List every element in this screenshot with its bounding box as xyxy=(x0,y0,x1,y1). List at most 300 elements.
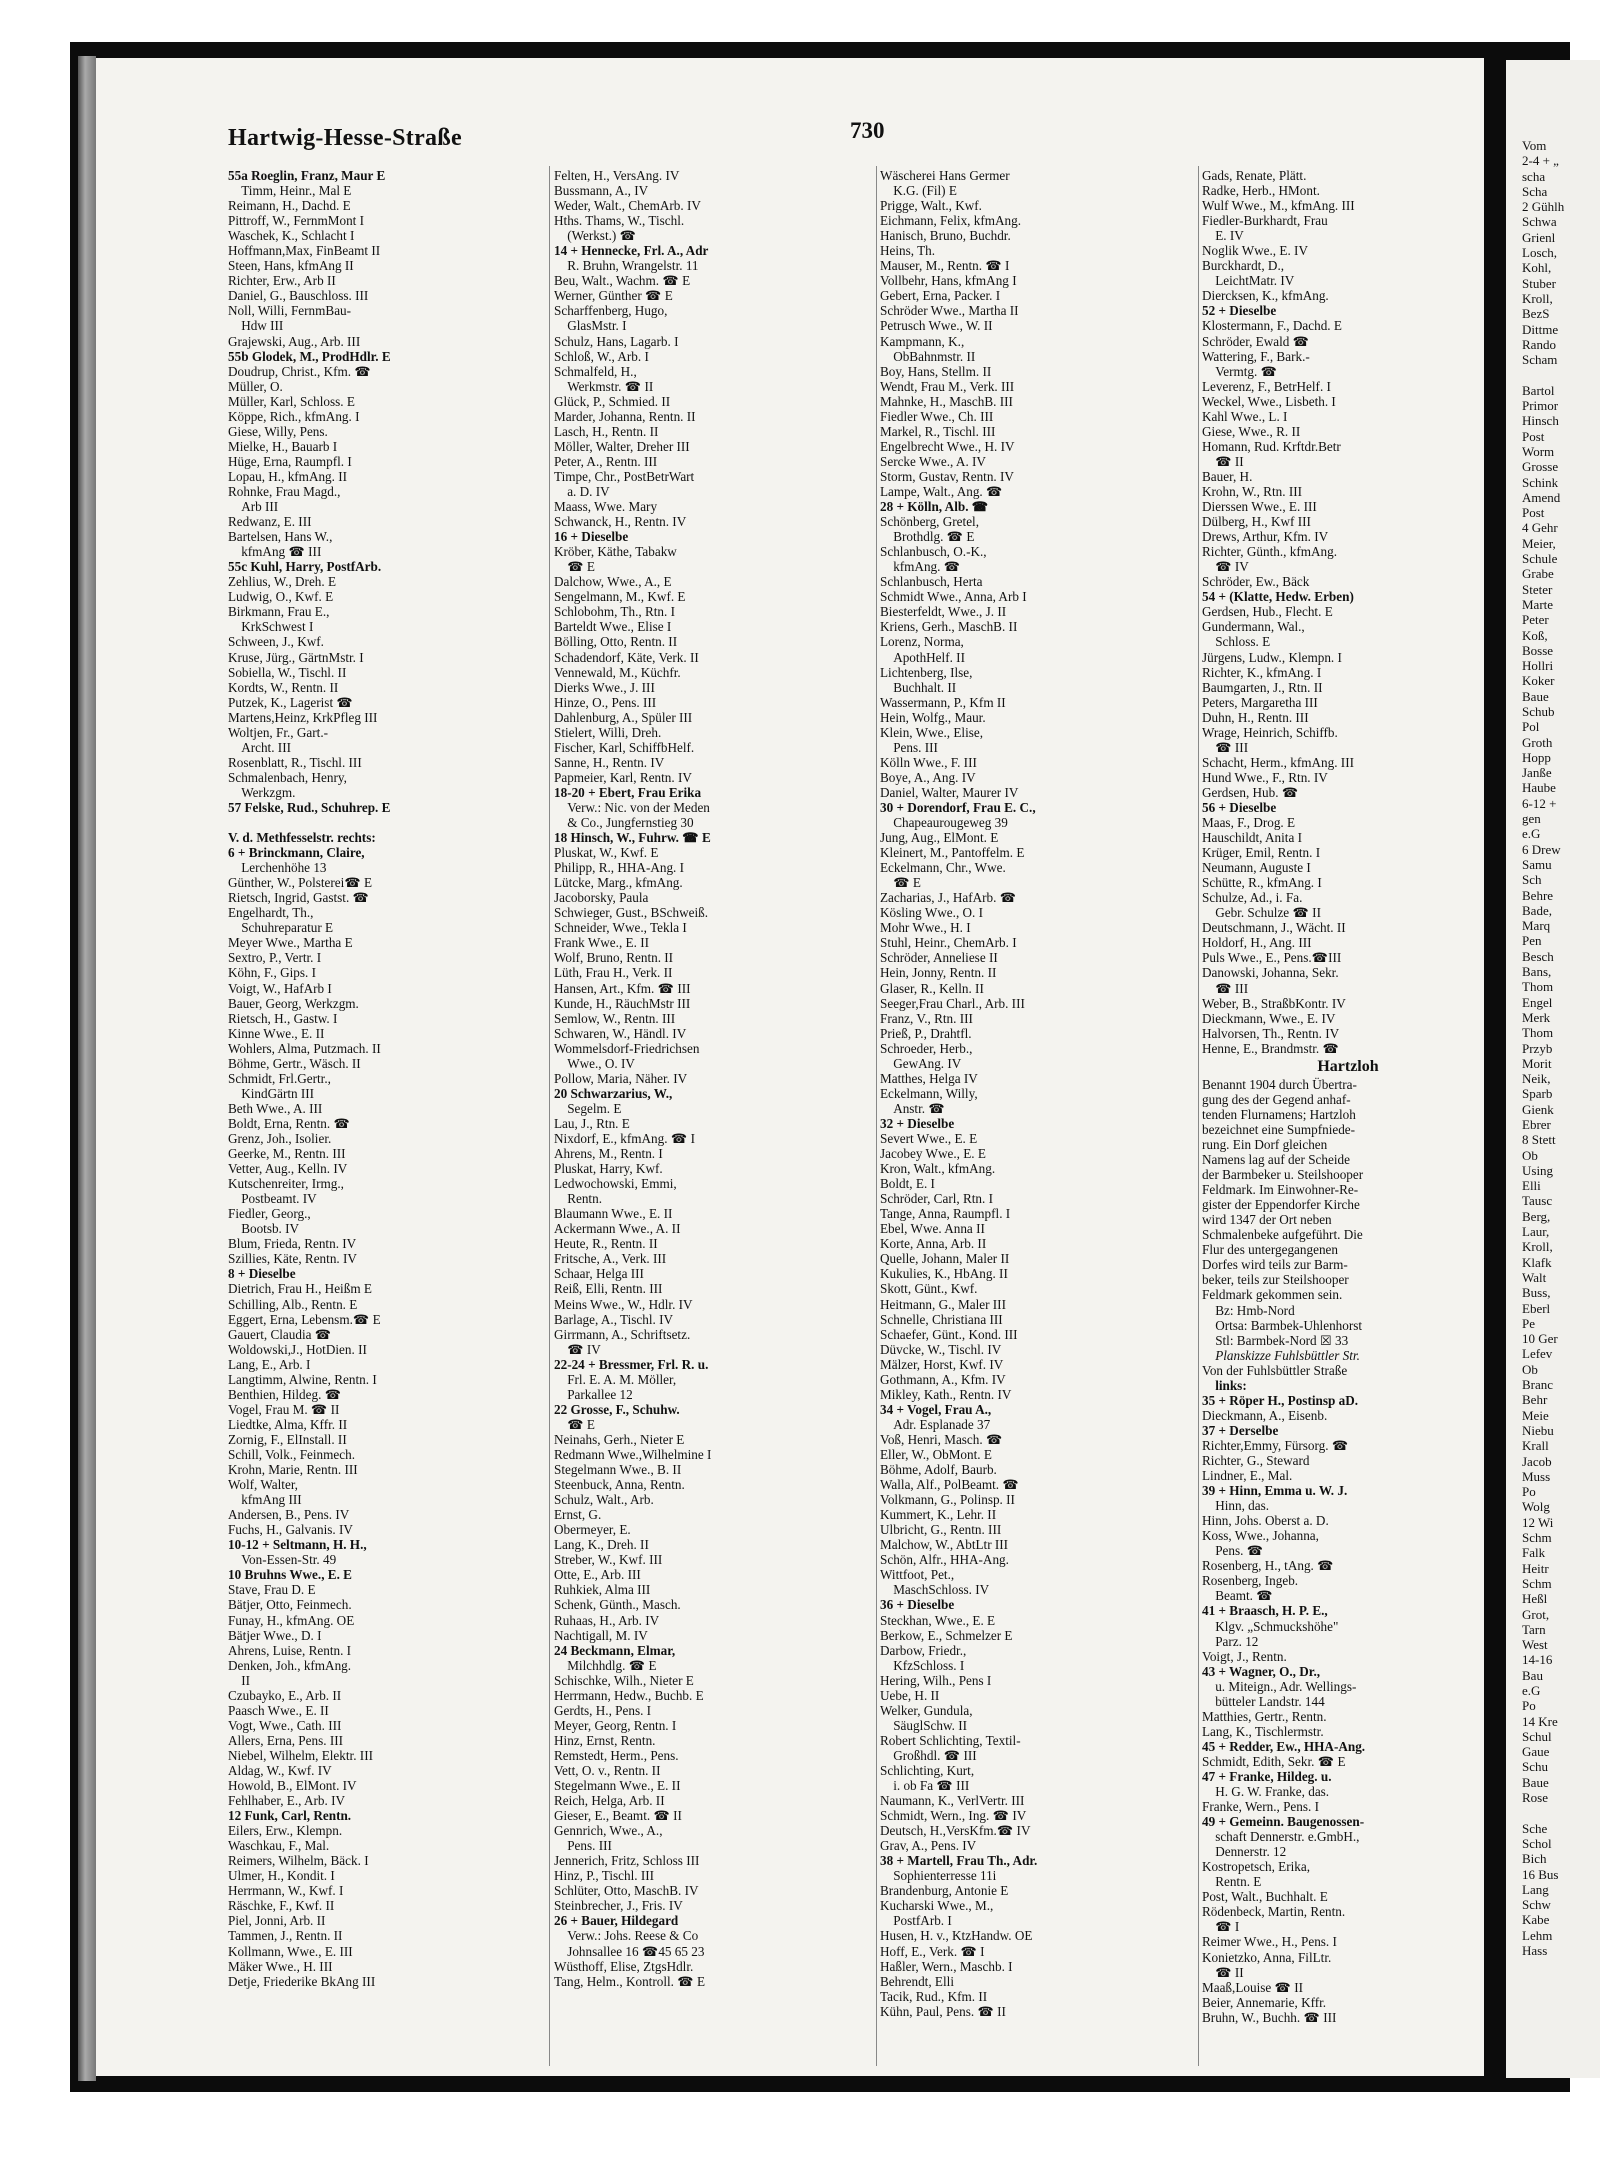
next-page-line: Schu xyxy=(1522,1759,1548,1775)
directory-entry: Fischer, Karl, SchiffbHelf. xyxy=(554,739,695,755)
directory-entry: Woldowski,J., HotDien. II xyxy=(228,1341,367,1357)
directory-entry: K.G. (Fil) E xyxy=(880,183,957,199)
directory-entry: Von-Essen-Str. 49 xyxy=(228,1552,337,1568)
next-page-line: Meier, xyxy=(1522,535,1556,551)
directory-entry: Ahrens, Luise, Rentn. I xyxy=(228,1642,352,1658)
next-page-line: Thom xyxy=(1522,1025,1554,1041)
directory-entry: Petrusch Wwe., W. II xyxy=(880,318,993,334)
directory-entry: Peters, Margaretha III xyxy=(1202,694,1318,710)
directory-entry: Philipp, R., HHA-Ang. I xyxy=(554,860,685,876)
directory-entry: Schmidt, Edith, Sekr. ☎ E xyxy=(1202,1753,1346,1769)
directory-column-5 xyxy=(1202,168,1494,2025)
next-page-line: Engel xyxy=(1522,994,1553,1010)
directory-entry: 24 Beckmann, Elmar, xyxy=(554,1642,676,1658)
directory-entry: Giese, Wwe., R. II xyxy=(1202,423,1301,439)
directory-entry: Schlüter, Otto, MaschB. IV xyxy=(554,1883,699,1899)
directory-entry: Redmann Wwe.,Wilhelmine I xyxy=(554,1446,712,1462)
directory-entry: Hein, Jonny, Rentn. II xyxy=(880,965,997,981)
directory-entry: Schön, Alfr., HHA-Ang. xyxy=(880,1552,1009,1568)
next-page-line: Vom xyxy=(1522,138,1547,153)
directory-entry: & Co., Jungfernstieg 30 xyxy=(554,815,694,831)
directory-entry: Schmalenbeke aufgeführt. Die xyxy=(1202,1227,1363,1243)
directory-entry: Arb III xyxy=(228,499,279,515)
directory-entry: Schmalfeld, H., xyxy=(554,363,637,379)
directory-entry: Räschke, F., Kwf. II xyxy=(228,1898,335,1914)
directory-entry: Dieckmann, A., Eisenb. xyxy=(1202,1407,1328,1423)
directory-entry: Zacharias, J., HafArb. ☎ xyxy=(880,890,1017,906)
directory-column-1 xyxy=(228,168,546,1989)
directory-entry: Steenbuck, Anna, Rentn. xyxy=(554,1477,685,1493)
directory-entry: Allers, Erna, Pens. III xyxy=(228,1732,343,1748)
directory-entry: Storm, Gustav, Rentn. IV xyxy=(880,468,1014,484)
next-page-line: Niebu xyxy=(1522,1422,1554,1438)
directory-entry: Waschek, K., Schlacht I xyxy=(228,228,355,244)
directory-entry: Wassermann, P., Kfm II xyxy=(880,694,1006,710)
directory-entry: Schwieger, Gust., BSchweiß. xyxy=(554,905,709,921)
directory-entry: Tange, Anna, Raumpfl. I xyxy=(880,1206,1011,1222)
next-page-line: BezS xyxy=(1522,306,1550,322)
directory-entry: Sengelmann, M., Kwf. E xyxy=(554,589,686,605)
directory-entry: Lütcke, Marg., kfmAng. xyxy=(554,875,683,891)
directory-entry: Daniel, Walter, Maurer IV xyxy=(880,784,1019,800)
directory-entry: Kölln Wwe., F. III xyxy=(880,754,977,770)
next-page-line: Elli xyxy=(1522,1178,1541,1194)
next-page-line: Ob xyxy=(1522,1361,1538,1377)
directory-entry: (Werkst.) ☎ xyxy=(554,228,637,244)
directory-entry: Barteldt Wwe., Elise I xyxy=(554,619,672,635)
directory-entry: Scharffenberg, Hugo, xyxy=(554,303,668,319)
directory-entry: Semlow, W., Rentn. III xyxy=(554,1010,676,1026)
directory-entry: ☎ II xyxy=(1202,453,1244,469)
directory-entry: Martens,Heinz, KrkPfleg III xyxy=(228,709,378,725)
directory-entry: Werkmstr. ☎ II xyxy=(554,378,654,394)
directory-entry: Diercksen, K., kfmAng. xyxy=(1202,288,1329,304)
directory-entry: Eggert, Erna, Lebensm.☎ E xyxy=(228,1311,381,1327)
directory-entry: Beier, Annemarie, Kffr. xyxy=(1202,1994,1327,2010)
directory-entry: Halvorsen, Th., Rentn. IV xyxy=(1202,1025,1340,1041)
directory-entry: Gerdts, H., Pens. I xyxy=(554,1702,652,1718)
directory-entry: Eichmann, Felix, kfmAng. xyxy=(880,213,1022,229)
directory-entry: Hering, Wilh., Pens I xyxy=(880,1672,992,1688)
directory-entry: Girrmann, A., Schriftsetz. xyxy=(554,1326,691,1342)
directory-entry: Konietzko, Anna, FilLtr. xyxy=(1202,1949,1332,1965)
directory-entry: Kampmann, K., xyxy=(880,333,965,349)
directory-entry: wird 1347 der Ort neben xyxy=(1202,1212,1332,1228)
directory-entry: Beth Wwe., A. III xyxy=(228,1100,323,1116)
next-page-line: 14-16 xyxy=(1522,1652,1553,1668)
directory-entry: Koss, Wwe., Johanna, xyxy=(1202,1528,1319,1544)
directory-entry: Schlanbusch, O.-K., xyxy=(880,544,987,560)
next-page-line: Dittme xyxy=(1522,321,1559,337)
directory-entry: 30 + Dorendorf, Frau E. C., xyxy=(880,799,1036,815)
directory-entry: Maaß,Louise ☎ II xyxy=(1202,1979,1304,1995)
next-page-line: Primor xyxy=(1522,398,1559,414)
directory-entry: Reimann, H., Dachd. E xyxy=(228,198,351,214)
next-page-line: Bartol xyxy=(1522,382,1555,398)
directory-entry: Lichtenberg, Ilse, xyxy=(880,664,973,680)
directory-entry: Franke, Wern., Pens. I xyxy=(1202,1799,1319,1815)
next-page-line: Tausc xyxy=(1522,1193,1553,1209)
directory-entry: ☎ E xyxy=(554,559,595,575)
directory-entry: 47 + Franke, Hildeg. u. xyxy=(1202,1768,1332,1784)
street-section-title: Hartzloh xyxy=(1317,1058,1379,1074)
directory-entry: Hanisch, Bruno, Buchdr. xyxy=(880,228,1011,244)
directory-entry: Hüge, Erna, Raumpfl. I xyxy=(228,453,352,469)
directory-entry: Otte, E., Arb. III xyxy=(554,1567,641,1583)
directory-entry: u. Miteign., Adr. Wellings- xyxy=(1202,1678,1357,1694)
directory-entry: Gerdsen, Hub., Flecht. E xyxy=(1202,604,1333,620)
directory-entry: ☎ E xyxy=(554,1416,595,1432)
directory-entry: Welker, Gundula, xyxy=(880,1702,973,1718)
directory-entry: Steckhan, Wwe., E. E xyxy=(880,1612,996,1628)
directory-entry: Kinne Wwe., E. II xyxy=(228,1025,325,1041)
directory-entry: ApothHelf. II xyxy=(880,649,965,665)
directory-entry: Mäker Wwe., H. III xyxy=(228,1958,333,1974)
directory-entry: 43 + Wagner, O., Dr., xyxy=(1202,1663,1321,1679)
directory-entry: Holdorf, H., Ang. III xyxy=(1202,935,1312,951)
next-page-line: Schub xyxy=(1522,703,1555,719)
directory-entry: Wwe., O. IV xyxy=(554,1055,635,1071)
next-page-line: Kabe xyxy=(1522,1912,1550,1928)
directory-entry: a. D. IV xyxy=(554,483,610,499)
directory-entry: ☎ IV xyxy=(554,1341,601,1357)
directory-entry: Birkmann, Frau E., xyxy=(228,604,330,620)
directory-entry: Köhn, F., Gips. I xyxy=(228,965,316,981)
directory-entry: Rentn. xyxy=(554,1191,602,1207)
directory-entry: Robert Schlichting, Textil- xyxy=(880,1732,1021,1748)
directory-entry: 10 Bruhns Wwe., E. E xyxy=(228,1567,352,1583)
directory-entry: Uebe, H. II xyxy=(880,1687,940,1703)
directory-entry: Schenk, Günth., Masch. xyxy=(554,1597,681,1613)
next-page-line: Hollri xyxy=(1522,658,1554,674)
directory-entry: Prieß, P., Drahtfl. xyxy=(880,1025,972,1041)
directory-entry: Grav, A., Pens. IV xyxy=(880,1838,977,1854)
directory-entry: Ludwig, O., Kwf. E xyxy=(228,589,334,605)
directory-entry: Wüsthoff, Elise, ZtgsHdlr. xyxy=(554,1958,694,1974)
directory-entry: Matthes, Helga IV xyxy=(880,1070,978,1086)
next-page-line: Steter xyxy=(1522,581,1553,597)
next-page-line: Sparb xyxy=(1522,1086,1553,1102)
directory-entry: Naumann, K., VerlVertr. III xyxy=(880,1793,1025,1809)
next-page-line: Marte xyxy=(1522,596,1554,612)
directory-entry: V. d. Methfesselstr. rechts: xyxy=(228,830,376,846)
directory-entry: Reich, Helga, Arb. II xyxy=(554,1793,665,1809)
directory-entry: i. ob Fa ☎ III xyxy=(880,1778,970,1794)
directory-entry: 32 + Dieselbe xyxy=(880,1115,955,1131)
directory-entry: Düvcke, W., Tischl. IV xyxy=(880,1341,1002,1357)
directory-entry: 38 + Martell, Frau Th., Adr. xyxy=(880,1853,1038,1869)
next-page-line: Bans, xyxy=(1522,964,1552,980)
directory-entry: Stuhl, Heinr., ChemArb. I xyxy=(880,935,1017,951)
directory-entry: 55b Glodek, M., ProdHdlr. E xyxy=(228,348,391,364)
directory-entry: rung. Ein Dorf gleichen xyxy=(1202,1137,1328,1152)
directory-entry: Pluskat, W., Kwf. E xyxy=(554,845,659,861)
directory-entry: Obermeyer, E. xyxy=(554,1522,631,1538)
directory-entry: Radke, Herb., HMont. xyxy=(1202,183,1320,199)
next-page-line: Tarn xyxy=(1522,1621,1546,1637)
directory-entry: Geerke, M., Rentn. III xyxy=(228,1146,346,1162)
directory-entry: 18-20 + Ebert, Frau Erika xyxy=(554,784,702,800)
next-page-line: Branc xyxy=(1522,1377,1554,1393)
directory-entry: Lerchenhöhe 13 xyxy=(228,860,327,876)
directory-entry: 54 + (Klatte, Hedw. Erben) xyxy=(1202,589,1354,605)
directory-entry: Berkow, E., Schmelzer E xyxy=(880,1627,1013,1643)
directory-entry: Prigge, Walt., Kwf. xyxy=(880,198,982,214)
directory-entry: Ahrens, M., Rentn. I xyxy=(554,1146,663,1162)
directory-entry: Danowski, Johanna, Sekr. xyxy=(1202,965,1339,981)
directory-entry: Sercke Wwe., A. IV xyxy=(880,453,986,469)
directory-entry: Zornig, F., ElInstall. II xyxy=(228,1431,347,1447)
directory-entry: Korte, Anna, Arb. II xyxy=(880,1236,987,1252)
directory-entry: Krohn, Marie, Rentn. III xyxy=(228,1462,358,1478)
directory-entry: Wohlers, Alma, Putzmach. II xyxy=(228,1040,381,1056)
directory-entry: Namens lag auf der Scheide xyxy=(1202,1152,1350,1168)
directory-entry: 34 + Vogel, Frau A., xyxy=(880,1401,992,1417)
directory-entry: Sextro, P., Vertr. I xyxy=(228,950,322,966)
directory-entry: Woltjen, Fr., Gart.- xyxy=(228,724,329,740)
directory-entry: Schadendorf, Käte, Verk. II xyxy=(554,649,699,665)
directory-entry: Dierks Wwe., J. III xyxy=(554,679,655,695)
directory-entry: 56 + Dieselbe xyxy=(1202,799,1277,815)
next-page-line: 6 Drew xyxy=(1522,841,1561,857)
next-page-line: e.G xyxy=(1522,1682,1541,1698)
directory-entry: Timm, Heinr., Mal E xyxy=(228,183,352,199)
directory-entry: Verw.: Johs. Reese & Co xyxy=(554,1928,699,1944)
directory-entry: Liedtke, Alma, Kffr. II xyxy=(228,1416,348,1432)
directory-entry: 22 Grosse, F., Schuhw. xyxy=(554,1401,680,1417)
directory-entry: Boy, Hans, Stellm. II xyxy=(880,363,992,379)
directory-entry: Niebel, Wilhelm, Elektr. III xyxy=(228,1747,373,1763)
directory-entry: Fiedler-Burkhardt, Frau xyxy=(1202,213,1328,229)
next-page-line: Kohl, xyxy=(1522,260,1552,276)
next-page-line: West xyxy=(1522,1637,1548,1653)
directory-entry: Jürgens, Ludw., Klempn. I xyxy=(1202,649,1342,665)
directory-entry: Adr. Esplanade 37 xyxy=(880,1416,991,1432)
directory-entry: Henne, E., Brandmstr. ☎ xyxy=(1202,1040,1339,1056)
directory-entry: Lopau, H., kfmAng. II xyxy=(228,468,348,484)
next-page-line: Przyb xyxy=(1522,1040,1553,1056)
directory-entry: Kleinert, M., Pantoffelm. E xyxy=(880,845,1025,861)
directory-entry: ☎ I xyxy=(1202,1919,1240,1935)
directory-entry: Richter, K., kfmAng. I xyxy=(1202,664,1322,680)
directory-entry: Timpe, Chr., PostBetrWart xyxy=(554,468,695,484)
directory-entry: Rietsch, Ingrid, Gastst. ☎ xyxy=(228,890,369,906)
next-page-line: Gaue xyxy=(1522,1744,1550,1760)
directory-entry: Schuhreparatur E xyxy=(228,920,334,936)
next-page-line: Thom xyxy=(1522,979,1554,995)
directory-entry: SäuglSchw. II xyxy=(880,1717,968,1733)
directory-entry: Eller, W., ObMont. E xyxy=(880,1446,992,1462)
directory-entry: Schulz, Hans, Lagarb. I xyxy=(554,333,679,349)
directory-entry: Mauser, M., Rentn. ☎ I xyxy=(880,258,1010,274)
directory-entry: Lasch, H., Rentn. II xyxy=(554,423,659,439)
directory-entry: Lüth, Frau H., Verk. II xyxy=(554,965,673,981)
next-page-line: 10 Ger xyxy=(1522,1331,1558,1347)
directory-entry: Hoffmann,Max, FinBeamt II xyxy=(228,243,381,259)
directory-entry: Wrage, Heinrich, Schiffb. xyxy=(1202,724,1338,740)
directory-entry: Gennrich, Wwe., A., xyxy=(554,1823,663,1839)
directory-entry: Rietsch, H., Gastw. I xyxy=(228,1010,338,1026)
directory-entry: Beamt. ☎ xyxy=(1202,1588,1273,1604)
directory-entry: Heute, R., Rentn. II xyxy=(554,1236,658,1252)
directory-entry: Hund Wwe., F., Rtn. IV xyxy=(1202,769,1328,785)
directory-entry: Schischke, Wilh., Nieter E xyxy=(554,1672,694,1688)
directory-entry: Schmalenbach, Henry, xyxy=(228,769,347,785)
directory-entry: 28 + Kölln, Alb. ☎ xyxy=(880,499,989,515)
directory-entry: Tacik, Rud., Kfm. II xyxy=(880,1988,988,2004)
directory-entry: Czubayko, E., Arb. II xyxy=(228,1687,342,1703)
directory-entry: Pluskat, Harry, Kwf. xyxy=(554,1161,663,1177)
directory-entry: Kollmann, Wwe., E. III xyxy=(228,1943,353,1959)
next-page-line: Using xyxy=(1522,1162,1554,1178)
directory-entry: Bauer, Georg, Werkzgm. xyxy=(228,995,359,1011)
directory-entry: Kruse, Jürg., GärtnMstr. I xyxy=(228,649,364,665)
directory-entry: Richter, Günth., kfmAng. xyxy=(1202,544,1337,560)
directory-entry: Fiedler Wwe., Ch. III xyxy=(880,408,994,424)
directory-entry: Blum, Frieda, Rentn. IV xyxy=(228,1236,357,1252)
next-page-line: Rose xyxy=(1522,1790,1548,1806)
next-page-line: Lehm xyxy=(1522,1927,1553,1943)
directory-entry: Kunde, H., RäuchMstr III xyxy=(554,995,691,1011)
next-page-line: Grosse xyxy=(1522,459,1559,475)
next-page-line: Baue xyxy=(1522,1774,1549,1790)
directory-entry: Planskizze Fuhlsbüttler Str. xyxy=(1202,1347,1360,1363)
next-page-line: Walt xyxy=(1522,1269,1547,1285)
directory-entry: Schill, Volk., Feinmech. xyxy=(228,1446,355,1462)
next-page-line: Merk xyxy=(1522,1009,1551,1025)
next-page-line: Pol xyxy=(1522,719,1540,735)
next-page-line: 2-4 + „ xyxy=(1522,153,1559,169)
directory-entry: Kriens, Gerh., MaschB. II xyxy=(880,619,1018,635)
directory-entry: Boldt, Erna, Rentn. ☎ xyxy=(228,1115,350,1131)
directory-entry: 55c Kuhl, Harry, PostfArb. xyxy=(228,559,382,575)
directory-entry: Lau, J., Rtn. E xyxy=(554,1115,630,1131)
directory-entry: Skott, Günt., Kwf. xyxy=(880,1281,978,1297)
directory-entry: Schween, J., Kwf. xyxy=(228,634,324,650)
directory-entry: Vollbehr, Hans, kfmAng I xyxy=(880,273,1017,289)
next-page-line: Gienk xyxy=(1522,1101,1554,1117)
directory-entry: Frl. E. A. M. Möller, xyxy=(554,1371,677,1387)
directory-entry: Duhn, H., Rentn. III xyxy=(1202,709,1309,725)
directory-entry: Bz: Hmb-Nord xyxy=(1202,1302,1295,1318)
directory-entry: Post, Walt., Buchhalt. E xyxy=(1202,1889,1328,1905)
directory-entry: Milchhdlg. ☎ E xyxy=(554,1657,657,1673)
directory-entry: Sobiella, W., Tischl. II xyxy=(228,664,347,680)
directory-entry: Heins, Th. xyxy=(880,243,936,259)
directory-entry: ObBahnmstr. II xyxy=(880,348,976,364)
directory-entry: Dülberg, H., Kwf III xyxy=(1202,514,1311,530)
next-page-line: Grabe xyxy=(1522,566,1554,582)
directory-entry: Daniel, G., Bauschloss. III xyxy=(228,288,369,304)
directory-entry: Böhme, Gertr., Wäsch. II xyxy=(228,1055,361,1071)
next-page-line: Behr xyxy=(1522,1392,1548,1408)
next-page-line: Besch xyxy=(1522,948,1554,964)
directory-entry: Papmeier, Karl, Rentn. IV xyxy=(554,769,692,785)
directory-entry: Schröder Wwe., Martha II xyxy=(880,303,1019,319)
directory-entry: Kummert, K., Lehr. II xyxy=(880,1507,997,1523)
directory-entry: Buchhalt. II xyxy=(880,679,957,695)
next-page-line: Schm xyxy=(1522,1530,1552,1546)
directory-entry: Voigt, J., Rentn. xyxy=(1202,1648,1287,1664)
directory-entry: 8 + Dieselbe xyxy=(228,1266,296,1282)
directory-entry: Hein, Wolfg., Maur. xyxy=(880,709,986,725)
directory-entry: PostfArb. I xyxy=(880,1913,952,1929)
directory-entry: Kröber, Käthe, Tabakw xyxy=(554,544,677,560)
directory-entry: 52 + Dieselbe xyxy=(1202,303,1277,319)
directory-entry: Günther, W., Polsterei☎ E xyxy=(228,875,373,891)
directory-entry: 20 Schwarzarius, W., xyxy=(554,1085,673,1101)
directory-entry: KfzSchloss. I xyxy=(880,1657,965,1673)
directory-entry: Quelle, Johann, Maler II xyxy=(880,1251,1010,1267)
directory-entry: Kostropetsch, Erika, xyxy=(1202,1859,1311,1875)
directory-entry: Schmidt, Wern., Ing. ☎ IV xyxy=(880,1808,1027,1824)
directory-entry: Postbeamt. IV xyxy=(228,1191,317,1207)
directory-entry: Kordts, W., Rentn. II xyxy=(228,679,339,695)
directory-entry: Anstr. ☎ xyxy=(880,1100,945,1116)
directory-entry: GewAng. IV xyxy=(880,1055,962,1071)
next-page-line: Groth xyxy=(1522,734,1553,750)
next-page-line: Heßl xyxy=(1522,1591,1548,1607)
next-page-line: Grienl xyxy=(1522,229,1556,245)
directory-entry: Parkallee 12 xyxy=(554,1386,633,1402)
next-page-line: Baue xyxy=(1522,688,1549,704)
directory-entry: Möller, Walter, Dreher III xyxy=(554,438,690,454)
next-page-line: Kroll, xyxy=(1522,1239,1553,1255)
directory-entry: Fritsche, A., Verk. III xyxy=(554,1251,667,1267)
directory-entry: Dahlenburg, A., Spüler III xyxy=(554,709,693,725)
directory-entry: Putzek, K., Lagerist ☎ xyxy=(228,694,353,710)
directory-entry: Paasch Wwe., E. II xyxy=(228,1702,329,1718)
directory-entry: Ulmer, H., Kondit. I xyxy=(228,1868,335,1884)
next-page-line: Ebrer xyxy=(1522,1117,1551,1132)
directory-entry: Piel, Jonni, Arb. II xyxy=(228,1913,326,1929)
next-page-line: Heitr xyxy=(1522,1560,1549,1576)
directory-entry: Puls Wwe., E., Pens.☎III xyxy=(1202,950,1342,966)
directory-entry: Schneider, Wwe., Tekla I xyxy=(554,920,687,936)
directory-entry: kfmAng. ☎ xyxy=(880,559,961,575)
directory-entry: Homann, Rud. Krftdr.Betr xyxy=(1202,438,1341,454)
directory-entry: Dierssen Wwe., E. III xyxy=(1202,499,1317,515)
directory-entry: Schacht, Herm., kfmAng. III xyxy=(1202,754,1354,770)
directory-entry: Matthies, Gertr., Rentn. xyxy=(1202,1708,1327,1724)
next-page-line: Wolg xyxy=(1522,1499,1550,1515)
directory-entry: 55a Roeglin, Franz, Maur E xyxy=(228,168,386,183)
directory-entry: Rödenbeck, Martin, Rentn. xyxy=(1202,1904,1346,1920)
directory-entry: Schmidt, Frl.Gertr., xyxy=(228,1070,331,1086)
directory-entry: Brothdlg. ☎ E xyxy=(880,529,975,545)
directory-entry: Stielert, Willi, Dreh. xyxy=(554,724,662,740)
directory-entry: Fuchs, H., Galvanis. IV xyxy=(228,1522,353,1538)
next-page-line xyxy=(1522,367,1600,382)
directory-entry: Burckhardt, D., xyxy=(1202,258,1285,274)
directory-entry: Wittfoot, Pet., xyxy=(880,1567,955,1583)
directory-entry: GlasMstr. I xyxy=(554,318,627,334)
next-page-line: Marq xyxy=(1522,918,1551,934)
directory-entry: Hinn, das. xyxy=(1202,1498,1270,1514)
next-page-line: Scha xyxy=(1522,183,1548,199)
directory-entry: Schröder, Anneliese II xyxy=(880,950,998,966)
next-page-line: Hinsch xyxy=(1522,413,1559,429)
directory-entry: Krohn, W., Rtn. III xyxy=(1202,483,1302,499)
directory-entry: Archt. III xyxy=(228,739,291,755)
directory-entry: Husen, H. v., KtzHandw. OE xyxy=(880,1928,1033,1944)
directory-entry: KrkSchwest I xyxy=(228,619,314,635)
directory-entry: Schulze, Ad., i. Fa. xyxy=(1202,890,1303,906)
directory-entry: 45 + Redder, Ew., HHA-Ang. xyxy=(1202,1738,1366,1754)
next-page-line: Ob xyxy=(1522,1147,1538,1163)
next-page-line: Grot, xyxy=(1522,1606,1550,1622)
directory-entry: 14 + Hennecke, Frl. A., Adr xyxy=(554,243,709,259)
